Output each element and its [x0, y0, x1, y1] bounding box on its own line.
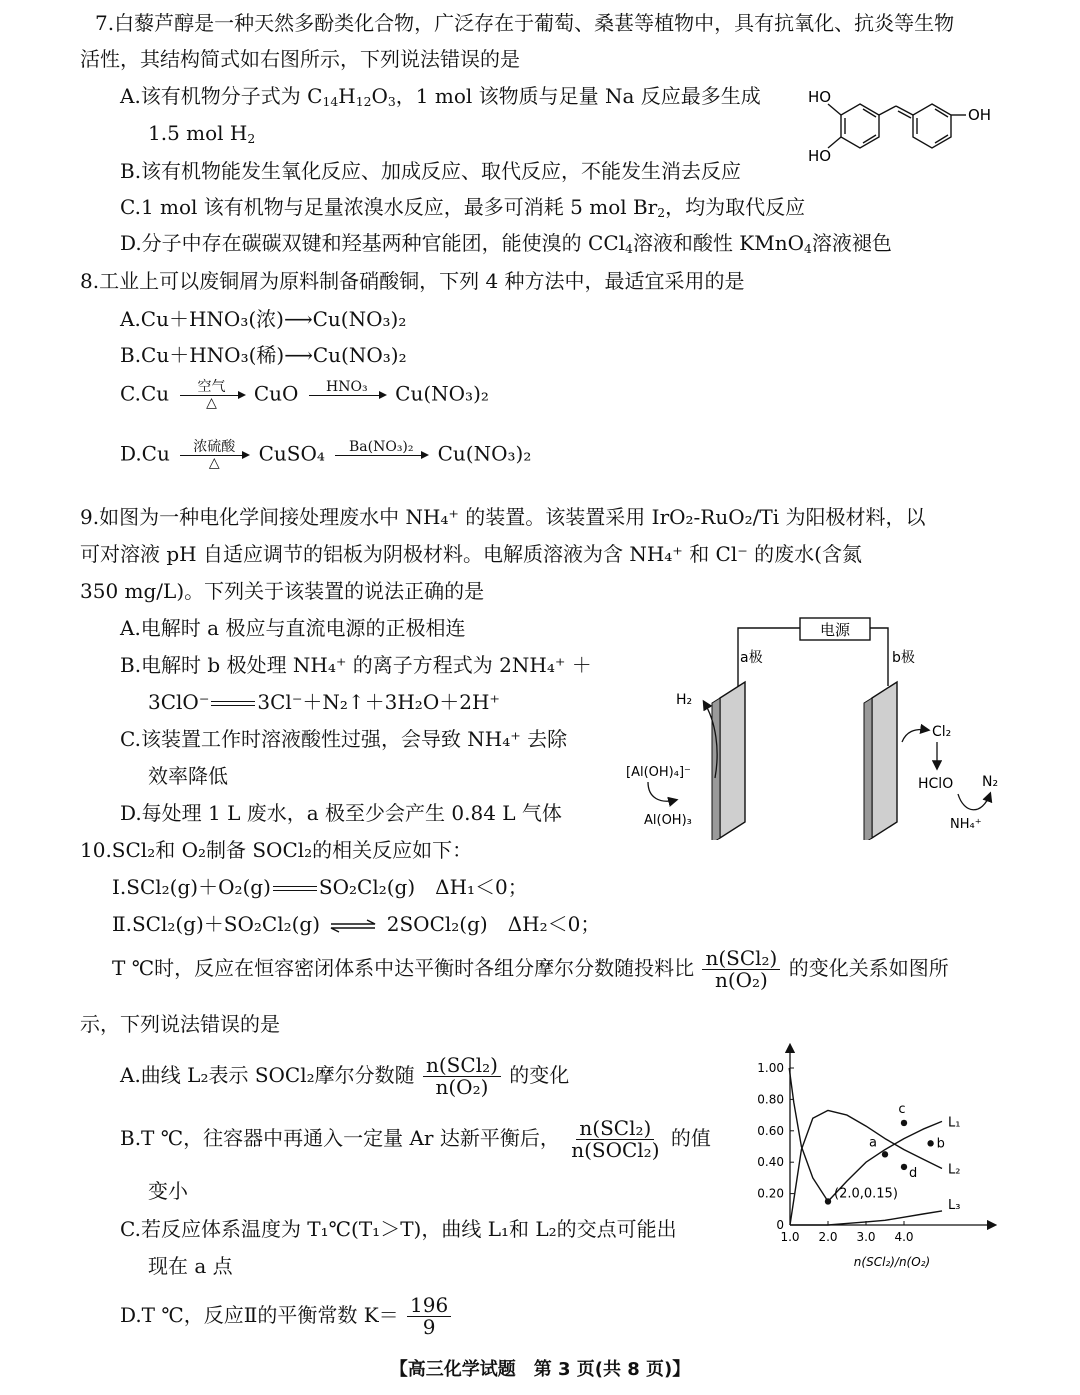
electrolysis-diagram: [620, 610, 1020, 840]
electrode-a-label: a极: [740, 650, 763, 666]
ratio-fraction: $\frac{\text{n(SCl₂)}}{\text{n(O₂)}}$: [702, 948, 780, 991]
y-tick-label: 0.20: [757, 1186, 784, 1201]
point-label-3: c: [898, 1101, 906, 1117]
aloh4-label: [Al(OH)₄]⁻: [626, 765, 691, 780]
q8-stem: 8.工业上可以废铜屑为原料制备硝酸铜，下列 4 种方法中，最适宜采用的是: [80, 269, 745, 293]
nh4-label: NH₄⁺: [950, 817, 982, 832]
q9-option-b-equation: 3ClO⁻ 3Cl⁻＋N₂↑＋3H₂O＋2H⁺: [148, 690, 500, 714]
q9-option-d: D.每处理 1 L 废水，a 极至少会产生 0.84 L 气体: [120, 801, 562, 825]
power-source-label: 电源: [819, 621, 851, 639]
point-label-2: b: [936, 1136, 945, 1152]
point-label-1: a: [869, 1135, 877, 1151]
resveratrol-structure: [800, 82, 1010, 172]
q9-stem-line3: 350 mg/L)。下列关于该装置的说法正确的是: [80, 579, 485, 603]
ho-top-label: HO: [808, 88, 832, 106]
data-point-1: [882, 1151, 888, 1157]
q7-stem-line2: 活性，其结构简式如右图所示，下列说法错误的是: [80, 47, 520, 71]
q7-option-a-cont: 1.5 mol $H_2$: [148, 121, 256, 147]
q8-option-c: C.Cu 空气 △ CuO HNO₃ Cu(NO₃)₂: [120, 379, 489, 411]
q10-option-c-cont: 现在 a 点: [148, 1254, 233, 1278]
benzene-ring-left: [841, 104, 879, 148]
q9-stem-line2: 可对溶液 pH 自适应调节的铝板为阴极材料。电解质溶液为含 NH₄⁺ 和 Cl⁻ 的废水(含氮: [80, 542, 862, 566]
q7-option-a: A.该有机物分子式为 $C_{14}H_{12}O_3$，1 mol 该物质与足量 Na 反应最多生成: [120, 84, 761, 110]
reversible-arrow: [329, 919, 377, 933]
q10-condition-cont: 示，下列说法错误的是: [80, 1012, 280, 1036]
double-bond: [896, 106, 913, 115]
equal-sign: [273, 886, 317, 891]
point-label-4: d: [909, 1165, 918, 1181]
point-label-5: (2.0,0.15): [834, 1186, 898, 1202]
x-tick-label: 1.0: [780, 1230, 800, 1244]
y-tick-label: 1.00: [757, 1061, 784, 1075]
k-fraction: $\frac{196}{9}$: [407, 1295, 451, 1338]
q8-d-arrow2: Ba(NO₃)₂: [333, 440, 429, 470]
ho-bottom-label: HO: [808, 147, 832, 165]
series-label-2: L₂: [948, 1162, 961, 1178]
q8-option-a: A.Cu＋HNO₃(浓)⟶Cu(NO₃)₂: [120, 307, 407, 331]
oh-right-label: OH: [968, 106, 992, 124]
data-point-2: [927, 1140, 933, 1146]
q10-reaction-2: Ⅱ.SCl₂(g)＋SO₂Cl₂(g) 2SOCl₂(g) ΔH₂＜0；: [112, 912, 601, 936]
electrode-a: [720, 682, 745, 838]
mole-fraction-chart: [740, 1040, 1000, 1280]
q7-option-d: D.分子中存在碳碳双键和羟基两种官能团，能使溴的 CCl$_4$溶液和酸性 KMnO$_4$溶液褪色: [120, 231, 892, 257]
data-point-3: [901, 1120, 907, 1126]
q10-stem: 10.SCl₂和 O₂制备 SOCl₂的相关反应如下：: [80, 838, 473, 862]
q10-option-a: A.曲线 L₂表示 SOCl₂摩尔分数随 $\frac{\text{n(SCl₂)}}{\text{n(O₂)}}$ 的变化: [120, 1053, 570, 1099]
q9-option-c-cont: 效率降低: [148, 764, 228, 788]
aloh4-arrow: [648, 782, 676, 801]
q7-stem-line1: 7.白藜芦醇是一种天然多酚类化合物，广泛存在于葡萄、桑葚等植物中，具有抗氧化、抗炎等生物: [95, 11, 955, 35]
cl2-label: Cl₂: [932, 724, 952, 740]
q8-c-arrow1: 空气 △: [178, 380, 246, 410]
q7-option-c: C.1 mol 该有机物与足量浓溴水反应，最多可消耗 5 mol $Br_2$，均为取代反应: [120, 195, 806, 221]
y-tick-label: 0: [776, 1218, 784, 1232]
series-line-2: [790, 1110, 942, 1225]
benzene-ring-right: [913, 104, 951, 148]
q10-option-c: C.若反应体系温度为 T₁℃(T₁＞T)，曲线 L₁和 L₂的交点可能出: [120, 1217, 677, 1241]
wire-right: [870, 628, 888, 686]
x-tick-label: 4.0: [894, 1230, 914, 1244]
h2-label: H₂: [676, 692, 693, 708]
nh4-arrow: [958, 794, 990, 810]
q9-option-c: C.该装置工作时溶液酸性过强，会导致 NH₄⁺ 去除: [120, 727, 568, 751]
page-footer: 【高三化学试题 第 3 页(共 8 页)】: [389, 1359, 691, 1380]
q9-option-a: A.电解时 a 极应与直流电源的正极相连: [120, 616, 466, 640]
series-label-3: L₃: [948, 1197, 961, 1213]
hclo-label: HClO: [918, 776, 954, 792]
aloh3-label: Al(OH)₃: [644, 813, 692, 828]
q7-option-b: B.该有机物能发生氧化反应、加成反应、取代反应，不能发生消去反应: [120, 159, 742, 183]
q10-option-d: D.T ℃，反应Ⅱ的平衡常数 K＝ $\frac{196}{9}$: [120, 1295, 453, 1338]
n2-label: N₂: [982, 774, 999, 790]
q8-d-arrow1: 浓硫酸 △: [178, 440, 250, 470]
electrode-b: [872, 682, 897, 838]
q9-stem-line1: 9.如图为一种电化学间接处理废水中 NH₄⁺ 的装置。该装置采用 IrO₂-RuO₂/Ti 为阳极材料，以: [80, 505, 926, 529]
q10-condition: T ℃时，反应在恒容密闭体系中达平衡时各组分摩尔分数随投料比 $\frac{\text{n(SCl₂)}}{\text{n(O₂)}}$ 的变化关系如图所: [112, 946, 949, 992]
equal-sign: [211, 701, 255, 706]
y-tick-label: 0.80: [757, 1092, 784, 1107]
q9-option-b: B.电解时 b 极处理 NH₄⁺ 的离子方程式为 2NH₄⁺ ＋: [120, 653, 592, 677]
q8-option-d: D.Cu 浓硫酸 △ CuSO₄ Ba(NO₃)₂ Cu(NO₃)₂: [120, 439, 532, 471]
x-tick-label: 2.0: [818, 1230, 838, 1244]
q10-option-b: B.T ℃，往容器中再通入一定量 Ar 达新平衡后， $\frac{\text{n(SCl₂)}}{\text{n(SOCl₂)}}$ 的值: [120, 1116, 711, 1162]
cl2-arrow: [902, 730, 928, 743]
electrode-b-label: b极: [892, 650, 915, 666]
data-point-4: [901, 1164, 907, 1170]
ratio-fraction-b: $\frac{\text{n(SCl₂)}}{\text{n(SOCl₂)}}$: [571, 1116, 660, 1162]
y-tick-label: 0.40: [757, 1155, 784, 1170]
y-tick-label: 0.60: [757, 1123, 784, 1138]
data-point-5: [825, 1198, 831, 1204]
x-axis-label: n(SCl₂)/n(O₂): [853, 1255, 931, 1269]
ratio-fraction: $\frac{\text{n(SCl₂)}}{\text{n(O₂)}}$: [423, 1055, 501, 1098]
q8-c-arrow2: HNO₃: [307, 380, 387, 410]
q10-option-b-cont: 变小: [148, 1179, 188, 1203]
q10-reaction-1: Ⅰ.SCl₂(g)＋O₂(g) SO₂Cl₂(g) ΔH₁＜0；: [112, 875, 528, 899]
series-label-1: L₁: [948, 1115, 961, 1131]
q8-option-b: B.Cu＋HNO₃(稀)⟶Cu(NO₃)₂: [120, 343, 407, 367]
x-tick-label: 3.0: [856, 1230, 876, 1244]
series-line-1: [789, 1068, 942, 1201]
